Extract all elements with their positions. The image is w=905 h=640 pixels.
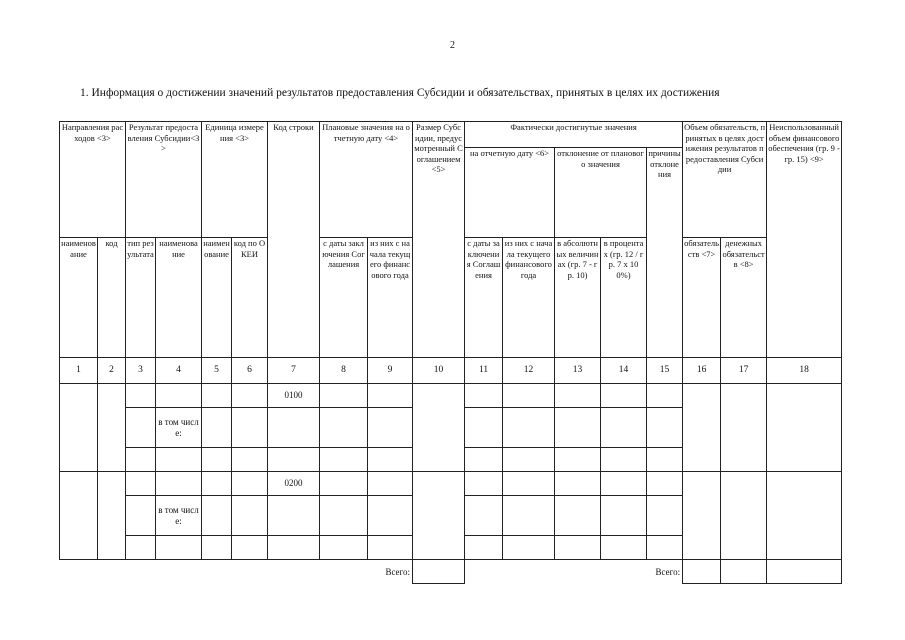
cell[interactable] (465, 408, 503, 448)
cell[interactable] (202, 408, 232, 448)
cell[interactable] (647, 448, 683, 472)
including-label: в том числе: (156, 408, 202, 448)
cell[interactable] (767, 472, 842, 560)
cell[interactable] (320, 472, 368, 496)
cell[interactable] (268, 408, 320, 448)
cell[interactable] (555, 448, 601, 472)
cell[interactable] (647, 536, 683, 560)
cell[interactable] (368, 384, 413, 408)
header-dir-code: код (98, 238, 126, 358)
line-code-cell: 0100 (268, 384, 320, 408)
header-deviation-reasons: причины отклонения (647, 148, 683, 358)
cell[interactable] (232, 496, 268, 536)
total-cell[interactable] (721, 560, 767, 584)
cell[interactable] (721, 472, 767, 560)
header-agreement-amount: Размер Субсидии, предусмотренный Соглашением <5> (413, 122, 465, 358)
cell[interactable] (368, 408, 413, 448)
cell[interactable] (503, 384, 555, 408)
page-number: 2 (450, 40, 455, 51)
total-label: Всего: (655, 566, 681, 577)
cell[interactable] (202, 472, 232, 496)
cell[interactable] (413, 472, 465, 560)
cell[interactable] (368, 536, 413, 560)
cell[interactable] (232, 472, 268, 496)
total-agreement-cell[interactable] (413, 560, 465, 584)
header-unused: Неиспользованный объем финансового обеспечения (гр. 9 - гр. 15) <9> (767, 122, 842, 358)
cell[interactable] (60, 384, 98, 472)
header-obl-money: денежных обязательств <8> (721, 238, 767, 358)
cell[interactable] (555, 472, 601, 496)
col-num: 14 (601, 358, 647, 384)
col-num: 2 (98, 358, 126, 384)
header-planned: Плановые значения на отчетную дату <4> (320, 122, 413, 238)
cell[interactable] (126, 536, 156, 560)
section-title: 1. Информация о достижении значений результатов предоставления Субсидии и обязательствах, принятых в целях их достижения (80, 87, 720, 99)
total-row (60, 560, 842, 584)
cell[interactable] (320, 384, 368, 408)
cell[interactable] (126, 472, 156, 496)
header-dir-name: наименование (60, 238, 98, 358)
cell[interactable] (126, 496, 156, 536)
cell[interactable] (555, 496, 601, 536)
header-obligations: Объем обязательств, принятых в целях достижения результатов предоставления Субсидии (683, 122, 767, 238)
cell[interactable] (232, 408, 268, 448)
header-plan-from: с даты заключения Соглашения (320, 238, 368, 358)
cell[interactable] (601, 472, 647, 496)
cell[interactable] (601, 496, 647, 536)
cell[interactable] (647, 384, 683, 408)
cell[interactable] (465, 448, 503, 472)
col-num: 10 (413, 358, 465, 384)
cell[interactable] (503, 408, 555, 448)
cell[interactable] (601, 536, 647, 560)
cell[interactable] (268, 536, 320, 560)
total-label: Всего: (385, 566, 411, 577)
cell[interactable] (232, 448, 268, 472)
col-num: 17 (721, 358, 767, 384)
col-num: 11 (465, 358, 503, 384)
cell[interactable] (555, 536, 601, 560)
cell[interactable] (683, 384, 721, 472)
including-label: в том числе: (156, 496, 202, 536)
column-numbers-row (60, 358, 842, 384)
header-res-name: наименование (156, 238, 202, 358)
cell[interactable] (503, 496, 555, 536)
header-unit: Единица измерения <3> (202, 122, 268, 238)
cell[interactable] (320, 448, 368, 472)
table-row (60, 384, 842, 408)
cell[interactable] (555, 408, 601, 448)
cell[interactable] (232, 384, 268, 408)
cell[interactable] (465, 496, 503, 536)
header-deviation: отклонение от планового значения (555, 148, 647, 238)
cell[interactable] (503, 536, 555, 560)
col-num: 12 (503, 358, 555, 384)
cell[interactable] (156, 536, 202, 560)
header-result: Результат предоставления Субсидии<3> (126, 122, 202, 238)
header-dev-pct: в процентах (гр. 12 / гр. 7 x 100%) (601, 238, 647, 358)
col-num: 8 (320, 358, 368, 384)
cell[interactable] (647, 408, 683, 448)
header-unit-okei: код по ОКЕИ (232, 238, 268, 358)
results-table (59, 121, 842, 584)
cell[interactable] (601, 448, 647, 472)
cell[interactable] (647, 472, 683, 496)
header-act-ytd: из них с начала текущего финансового года (503, 238, 555, 358)
header-directions: Направления расходов <3> (60, 122, 126, 238)
col-num: 3 (126, 358, 156, 384)
cell[interactable] (232, 536, 268, 560)
cell[interactable] (465, 536, 503, 560)
cell[interactable] (503, 448, 555, 472)
cell[interactable] (268, 448, 320, 472)
cell[interactable] (555, 384, 601, 408)
col-num: 15 (647, 358, 683, 384)
cell[interactable] (202, 448, 232, 472)
cell[interactable] (601, 408, 647, 448)
cell[interactable] (202, 384, 232, 408)
cell[interactable] (156, 472, 202, 496)
cell[interactable] (413, 384, 465, 472)
col-num: 4 (156, 358, 202, 384)
header-unit-name: наименование (202, 238, 232, 358)
col-num: 6 (232, 358, 268, 384)
header-dev-abs: в абсолютных величинах (гр. 7 - гр. 10) (555, 238, 601, 358)
cell[interactable] (368, 448, 413, 472)
col-num: 1 (60, 358, 98, 384)
cell[interactable] (601, 384, 647, 408)
header-plan-ytd: из них с начала текущего финансового года (368, 238, 413, 358)
cell[interactable] (320, 536, 368, 560)
header-actual-at-date: на отчетную дату <6> (465, 148, 555, 238)
col-num: 18 (767, 358, 842, 384)
cell[interactable] (647, 496, 683, 536)
cell[interactable] (268, 496, 320, 536)
cell[interactable] (202, 536, 232, 560)
header-res-type: тип результата (126, 238, 156, 358)
table-row (60, 472, 842, 496)
col-num: 9 (368, 358, 413, 384)
cell[interactable] (126, 408, 156, 448)
cell[interactable] (368, 472, 413, 496)
col-num: 5 (202, 358, 232, 384)
cell[interactable] (721, 384, 767, 472)
line-code-cell: 0200 (268, 472, 320, 496)
cell[interactable] (156, 384, 202, 408)
total-cell[interactable] (767, 560, 842, 584)
col-num: 7 (268, 358, 320, 384)
col-num: 16 (683, 358, 721, 384)
header-obl-obligations: обязательств <7> (683, 238, 721, 358)
cell[interactable] (320, 408, 368, 448)
cell[interactable] (126, 384, 156, 408)
cell[interactable] (368, 496, 413, 536)
cell[interactable] (98, 472, 126, 560)
total-cell[interactable] (683, 560, 721, 584)
cell[interactable] (98, 384, 126, 472)
cell[interactable] (320, 496, 368, 536)
header-line-code: Код строки (268, 122, 320, 358)
col-num: 13 (555, 358, 601, 384)
cell[interactable] (202, 496, 232, 536)
cell[interactable] (60, 472, 98, 560)
cell[interactable] (503, 472, 555, 496)
header-actual: Фактически достигнутые значения (465, 122, 683, 148)
cell[interactable] (156, 448, 202, 472)
cell[interactable] (767, 384, 842, 472)
cell[interactable] (465, 472, 503, 496)
cell[interactable] (126, 448, 156, 472)
header-act-from: с даты заключения Соглашения (465, 238, 503, 358)
cell[interactable] (683, 472, 721, 560)
cell[interactable] (465, 384, 503, 408)
